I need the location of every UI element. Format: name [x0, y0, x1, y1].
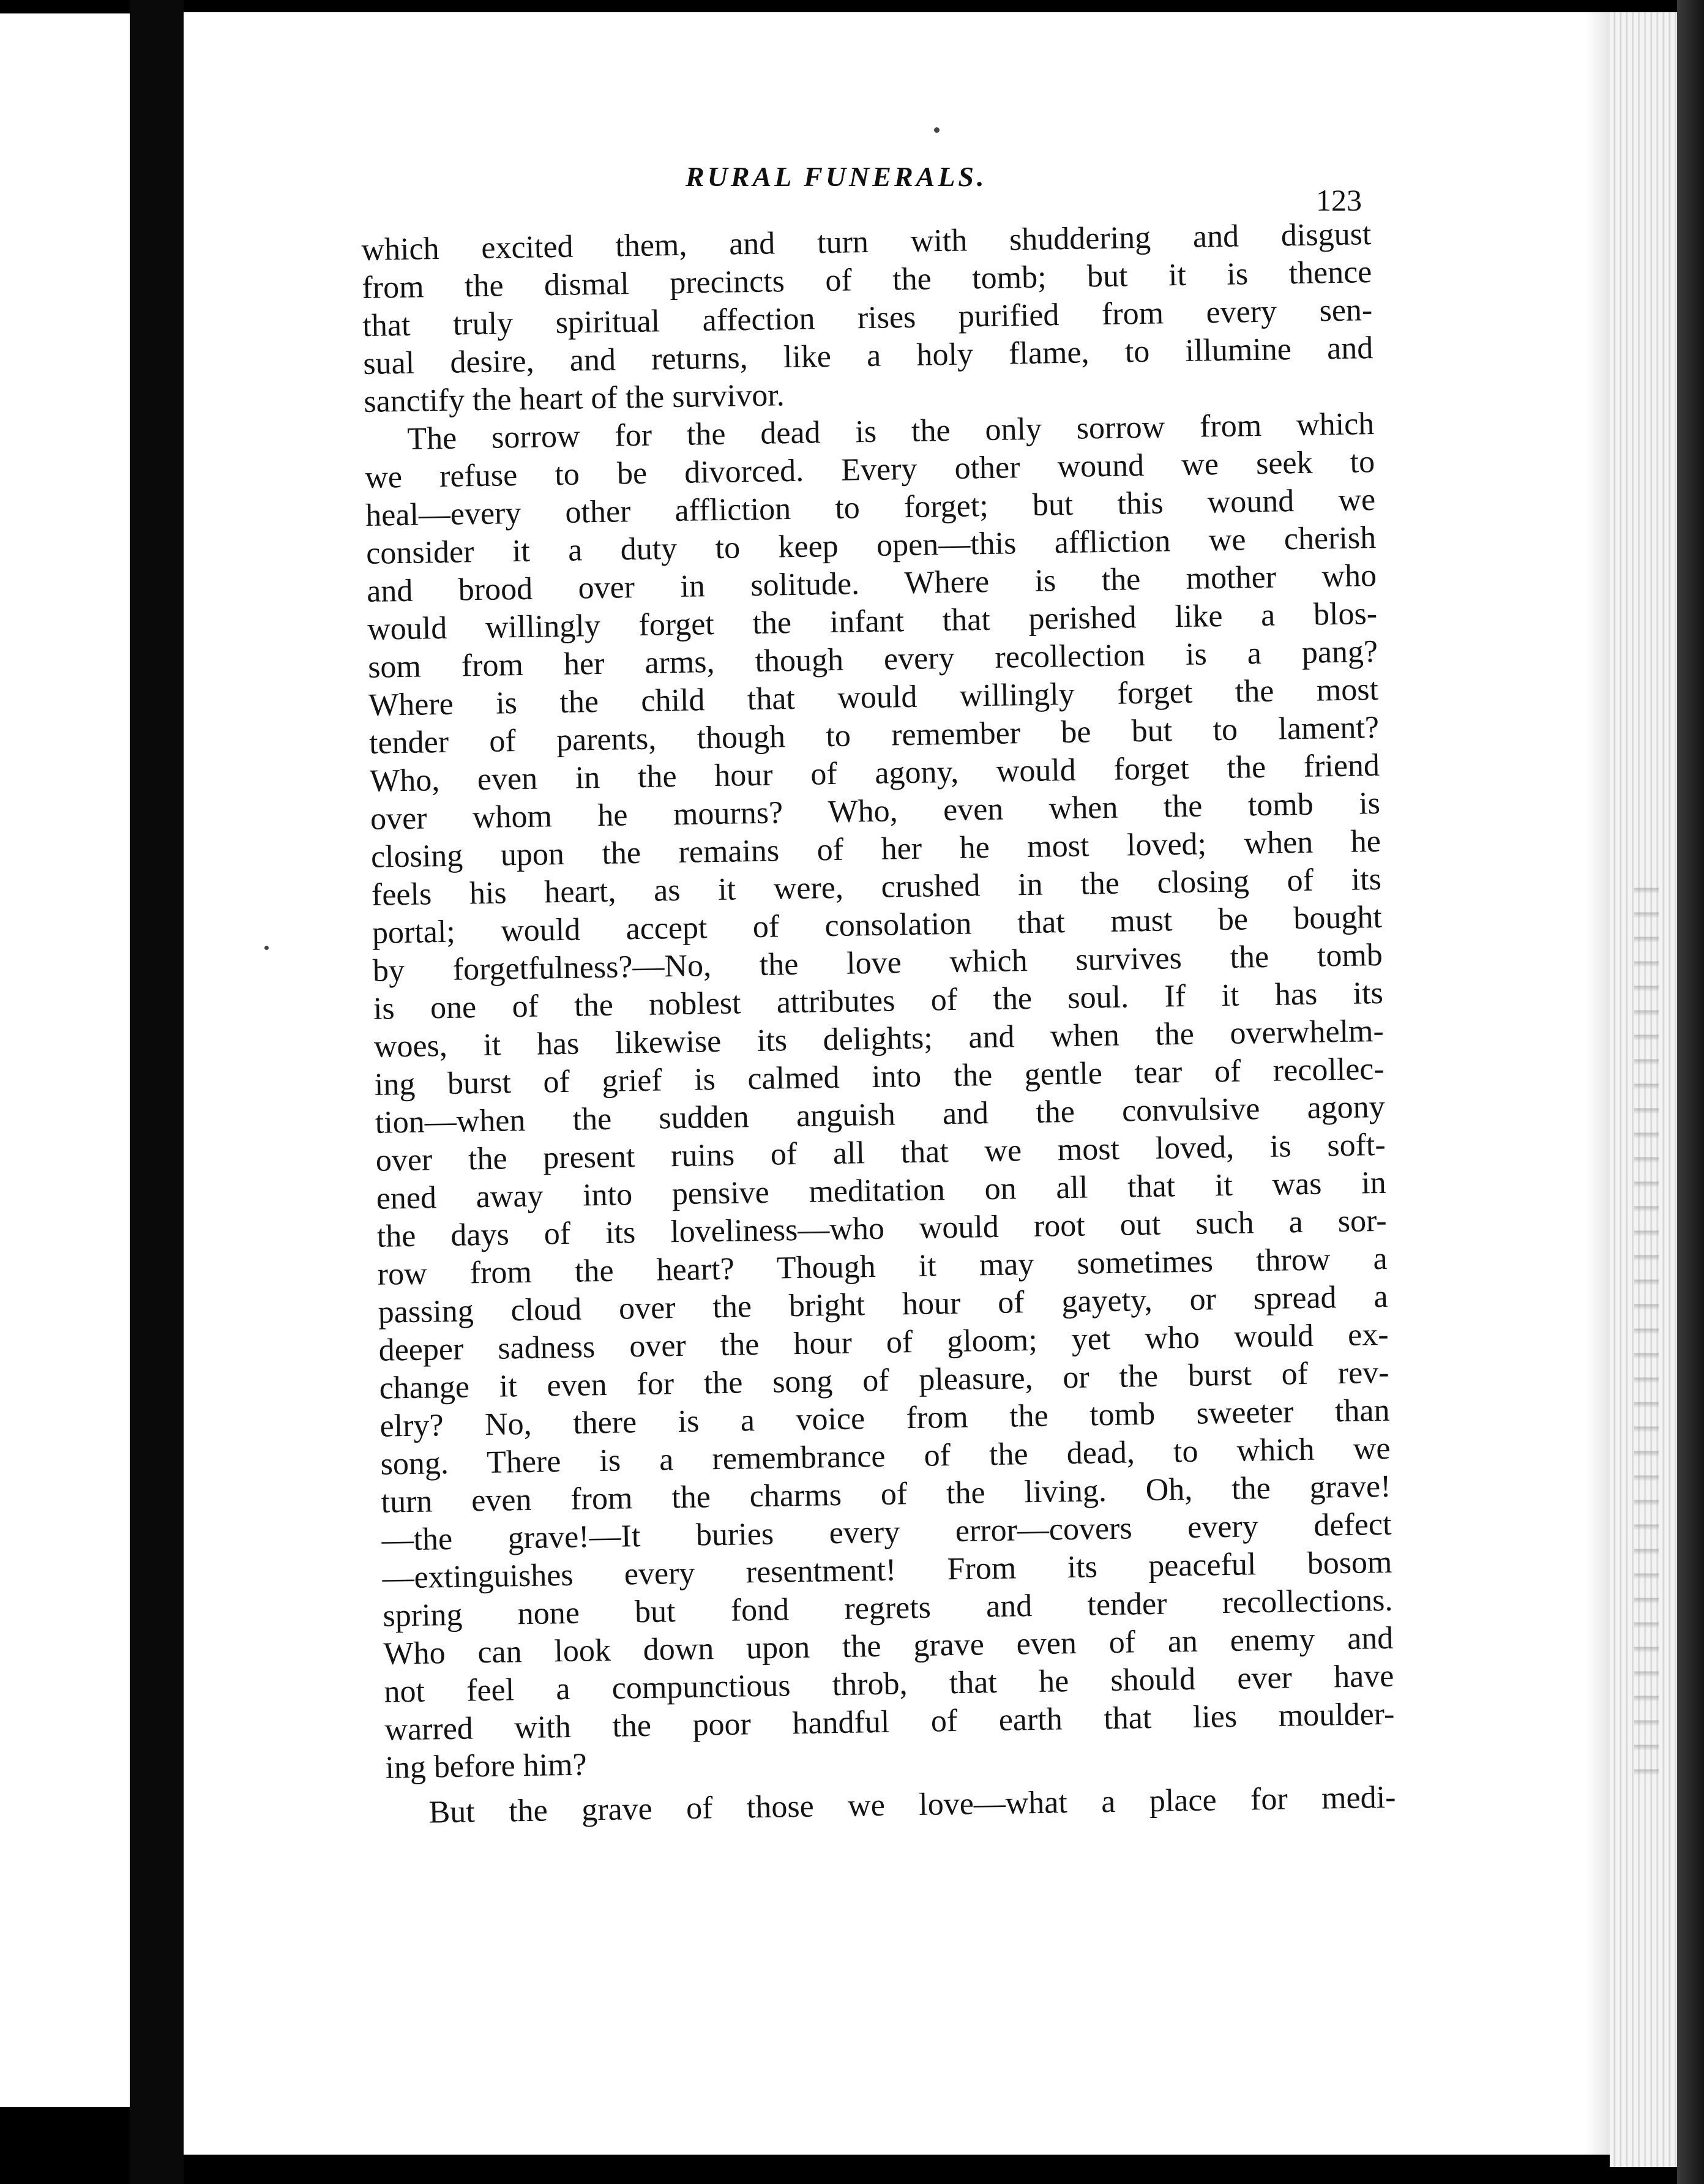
text-line: not feel a compunctious throb, that he should ever have: [384, 1658, 1394, 1710]
body-text: [361, 215, 1396, 1833]
text-line: heal—every other affliction to forget; but this wound we: [365, 482, 1376, 533]
text-line: over the present ruins of all that we most loved, is soft-: [375, 1127, 1386, 1178]
text-line: sual desire, and returns, like a holy flame, to illumine and: [362, 331, 1373, 381]
text-line: turn even from the charms of the living. Oh, the grave!: [381, 1468, 1391, 1520]
facing-page-edge: [0, 13, 130, 2107]
ink-speck: [934, 127, 940, 133]
text-line: song. There is a remembrance of the dead, to which we: [380, 1430, 1391, 1482]
text-line: which excited them, and turn with shuddering and disgust: [361, 217, 1372, 267]
text-line: ing burst of grief is calmed into the gentle tear of recollec-: [374, 1051, 1385, 1102]
text-line: over whom he mourns? Who, even when the tomb is: [370, 785, 1381, 837]
text-line: consider it a duty to keep open—this affliction we cherish: [365, 520, 1377, 571]
text-line: feels his heart, as it were, crushed in the closing of its: [371, 861, 1382, 913]
text-line: tion—when the sudden anguish and the convulsive agony: [375, 1089, 1386, 1140]
text-line: som from her arms, though every recollection is a pang?: [367, 634, 1378, 685]
paragraph-start-line: But the grave of those we love—what a place for medi-: [428, 1779, 1396, 1830]
text-line: and brood over in solitude. Where is the mother who: [366, 558, 1377, 609]
text-line: would willingly forget the infant that perished like a blos-: [367, 596, 1378, 647]
text-line: portal; would accept of consolation that must be bought: [372, 899, 1383, 951]
library-stamp-mark: [1634, 869, 1659, 1787]
text-line: warred with the poor handful of earth that lies moulder-: [384, 1696, 1395, 1748]
page-edge-shadow: [1585, 12, 1610, 2155]
text-line: change it even for the song of pleasure, or the burst of rev-: [379, 1355, 1389, 1406]
text-line: —the grave!—It buries every error—covers every defect: [381, 1506, 1392, 1558]
page-number: 123: [1316, 183, 1362, 217]
book-cover-edge: [1677, 0, 1704, 2184]
text-line: row from the heart? Though it may sometimes throw a: [377, 1241, 1388, 1292]
text-line: elry? No, there is a voice from the tomb sweeter than: [379, 1393, 1390, 1444]
paragraph-start-line: The sorrow for the dead is the only sorrow from which: [406, 406, 1375, 457]
book-gutter: [130, 0, 184, 2184]
text-line: spring none but fond regrets and tender recollections.: [383, 1582, 1393, 1634]
text-line: Who, even in the hour of agony, would forget the friend: [369, 747, 1380, 799]
text-line: tender of parents, though to remember be but to lament?: [368, 709, 1380, 761]
text-line: from the dismal precincts of the tomb; but it is thence: [362, 255, 1372, 305]
text-line: deeper sadness over the hour of gloom; yet who would ex-: [378, 1317, 1389, 1368]
text-line: closing upon the remains of her he most loved; when he: [370, 823, 1381, 875]
text-line: we refuse to be divorced. Every other wound we seek to: [364, 444, 1375, 495]
page-stack-edge: [1610, 12, 1677, 2167]
text-line: by forgetfulness?—No, the love which survives the tomb: [372, 937, 1383, 989]
text-line: ened away into pensive meditation on all that it was in: [376, 1165, 1387, 1216]
text-line: Where is the child that would willingly forget the most: [368, 671, 1379, 723]
text-line: ing before him?: [384, 1747, 588, 1786]
running-head: RURAL FUNERALS.: [686, 161, 987, 192]
text-line: passing cloud over the bright hour of gayety, or spread a: [378, 1279, 1388, 1330]
text-line: that truly spiritual affection rises purified from every sen-: [362, 293, 1373, 343]
text-line: is one of the noblest attributes of the soul. If it has its: [373, 975, 1384, 1027]
text-line: sanctify the heart of the survivor.: [363, 378, 785, 419]
ink-speck: [264, 946, 269, 950]
text-line: the days of its loveliness—who would root out such a sor-: [376, 1203, 1388, 1254]
text-line: —extinguishes every resentment! From its peaceful bosom: [382, 1544, 1392, 1596]
text-line: Who can look down upon the grave even of an enemy and: [383, 1620, 1394, 1672]
text-line: woes, it has likewise its delights; and when the overwhelm-: [373, 1013, 1384, 1064]
